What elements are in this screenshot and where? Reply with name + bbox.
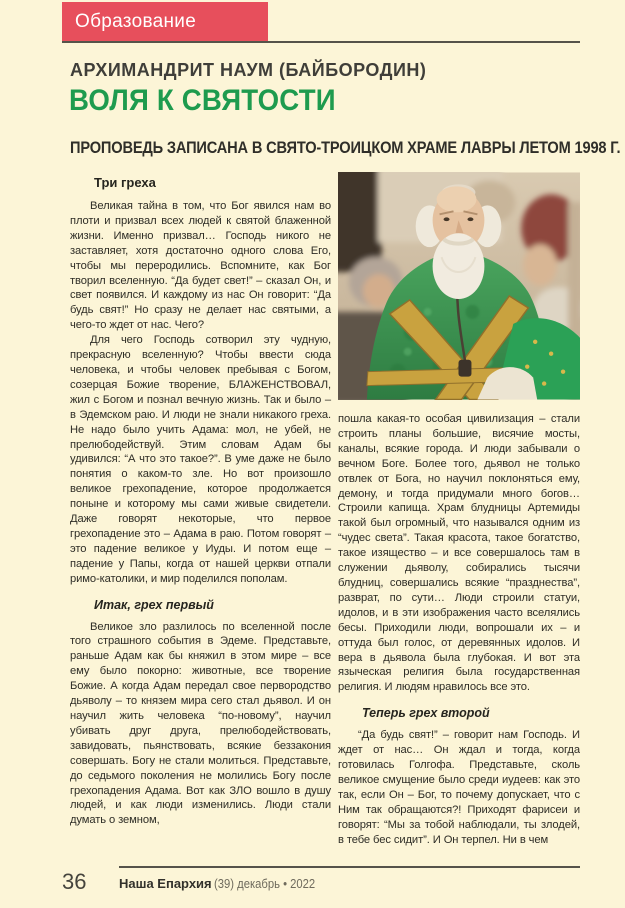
heading-three-sins: Три греха bbox=[94, 175, 156, 190]
paragraph: пошла какая-то особая цивилизация – стали строить планы большие, висячие мосты, каналы, всякие города. И люди забывали о вечном Боге. Более того, дьявол не только отвлек от Бога, но научил поклоняться ему, демону, и тогда придумали много богов… Строили капища. Храм блудницы Артемиды такой был огромный, что назывался одним из “чудес света”. Такая красота, такое богатство, такое изящество – и все совершалось там в служении дьяволу, собирались тысячи блудниц, совершались всякие “празднества”, разврат, по сути… Люди строили статуи, идолов, и в эти изображения часто вселялись бесы. Приходили люди, вопрошали их – и оттуда был голос, от деревянных идолов. И вера в дьявола была глубокая. И вот эта языческая религия была государственная религия. И людям нравилось все это. bbox=[338, 413, 580, 694]
header-rule bbox=[62, 41, 580, 43]
author-line: АРХИМАНДРИТ НАУМ (БАЙБОРОДИН) bbox=[70, 60, 427, 80]
section-tab bbox=[62, 2, 268, 42]
paragraph: Для чего Господь сотворил эту чудную, прекрасную вселенную? Чтобы ввести сюда человека, и чтобы человек пребывая с Богом, созерцая Божие творение, БЛАЖЕНСТВОВАЛ, жил с Богом и познал вечную жизнь. Так и было – в Эдемском раю. И люди не знали никакого греха. Не надо было учить Адама: мол, не убей, не прелюбодействуй. Этим словам Адам бы удивился: “А что это такое?”. В уме даже не было понятия о каком-то зле. Но вот произошло великое грехопадение, которое продолжается поныне и которому мы сами живые свидетели. Даже говорят некоторые, что первое грехопадение это – Адама в раю. Потом говорят – это падение великое у Иуды. И потом еще – падение у Папы, когда от нашей церкви отпали римо-католики, и мир поделился пополам. bbox=[70, 334, 331, 585]
magazine-name: Наша Епархия bbox=[119, 876, 212, 891]
section-tab-label: Образование bbox=[75, 11, 197, 32]
article-photo bbox=[338, 172, 580, 400]
article-columns bbox=[70, 172, 580, 862]
article-subtitle: ПРОПОВЕДЬ ЗАПИСАНА В СВЯТО-ТРОИЦКОМ ХРАМЕ ЛАВРЫ ЛЕТОМ 1998 Г. bbox=[70, 138, 621, 157]
article-title: ВОЛЯ К СВЯТОСТИ bbox=[69, 84, 336, 117]
paragraph: Великая тайна в том, что Бог явился нам во плоти и призвал всех людей к святой блаженной жизни. Именно призвал… Господь никого не заставляет, хотя достаточно одного слова Его, чтобы мы переродились. Вспомните, как Бог творил вселенную. “Да будет свет!” – сказал Он, и свет появился. И каждому из нас Он говорит: “Да будь свят!” Но сразу не делает нас святыми, а чего-то ждет от нас. Чего? bbox=[70, 200, 331, 332]
heading-second-sin: Теперь грех второй bbox=[362, 706, 490, 721]
paragraph: Великое зло разлилось по вселенной после того страшного события в Эдеме. Представьте, раньше Адам как бы княжил в этом мире – все ему было покорно: животные, все творение Божие. А когда Адам передал свое первородство дьяволу – то князем мира сего стал дьявол. И он научил жить человека “по-новому”, научил убивать друг друга, прелюбодействовать, завидовать, пьянствовать, всякие беззакония совершать. Богу не стали молиться. Представьте, до седьмого поколения не молились Богу после грехопадения Адама. Вот как ЗЛО вошло в душу людей, и как люди изменились. Люди стали думать о земном, bbox=[70, 620, 331, 827]
right-column bbox=[338, 172, 580, 862]
heading-first-sin: Итак, грех первый bbox=[94, 597, 214, 612]
paragraph: “Да будь свят!” – говорит нам Господь. И ждет от нас… Он ждал и тогда, когда готовилась Голгофа. Представьте, сколь великое смущение было среди иудеев: как это так, если Он – Бог, то почему допускает, что с Ним так обращаются?! Приходят фарисеи и говорят: “Мы за тобой наблюдали, ты злодей, в тебе бес сидит”. И Он терпел. Ни в чем bbox=[338, 729, 580, 846]
page-number: 36 bbox=[62, 869, 87, 894]
issue-info: (39) декабрь • 2022 bbox=[214, 877, 316, 891]
left-column bbox=[70, 172, 331, 862]
footer-rule bbox=[119, 866, 580, 868]
